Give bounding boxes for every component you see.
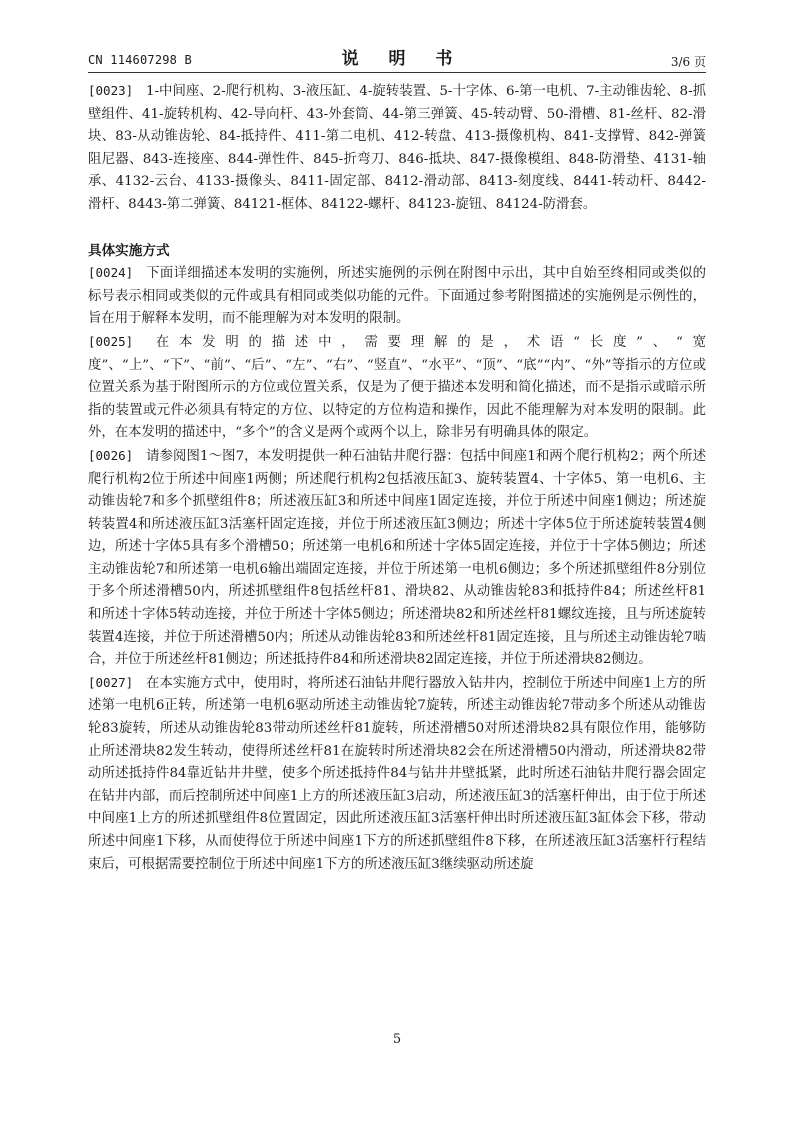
paragraph-0027 [88,672,706,876]
paragraph-text: 请参阅图1～图7，本发明提供一种石油钻井爬行器：包括中间座1和两个爬行机构2；两个所述爬行机构2位于所述中间座1两侧；所述爬行机构2包括液压缸3、旋转装置4、十字体5、第一电机6、主动锥齿轮7和多个抓壁组件8；所述液压缸3和所述中间座1固定连接，并位于所述中间座1侧边；所述旋转装置4和所述液压缸3活塞杆固定连接，并位于所述液压缸3侧边；所述十字体5位于所述旋转装置4侧边，所述十字体5具有多个滑槽50；所述第一电机6和所述十字体5固定连接，并位于十字体5侧边；所述主动锥齿轮7和所述第一电机6输出端固定连接，并位于所述第一电机6侧边；多个所述抓壁组件8分别位于多个所述滑槽50内，所述抓壁组件8包括丝杆81、滑块82、从动锥齿轮83和抵持件84；所述丝杆81和所述十字体5转动连接，并位于所述十字体5侧边；所述滑块82和所述丝杆81螺纹连接，且与所述旋转装置4连接，并位于所述滑槽50内；所述从动锥齿轮83和所述丝杆81固定连接，且与所述主动锥齿轮7啮合，并位于所述丝杆81侧边；所述抵持件84和所述滑块82固定连接，并位于所述滑块82侧边。 [88,448,706,668]
paragraph-0023 [88,80,706,217]
paragraph-number: [0024] [88,265,134,281]
publication-number: CN 114607298 B [88,53,192,67]
paragraph-text: 在本实施方式中，使用时，将所述石油钻井爬行器放入钻井内，控制位于所述中间座1上方的所述第一电机6正转，所述第一电机6驱动所述主动锥齿轮7旋转，所述主动锥齿轮7带动多个所述从动锥齿轮83旋转，所述从动锥齿轮83带动所述丝杆81旋转，所述滑槽50对所述滑块82具有限位作用，能够防止所述滑块82发生转动，使得所述丝杆81在旋转时所述滑块82会在所述滑槽50内滑动，所述滑块82带动所述抵持件84靠近钻井井壁，使多个所述抵持件84与钻井井壁抵紧，此时所述石油钻井爬行器会固定在钻井内部，而后控制所述中间座1上方的所述液压缸3启动，所述液压缸3的活塞杆伸出，由于位于所述中间座1上方的所述抓壁组件8位置固定，因此所述液压缸3活塞杆伸出时所述液压缸3缸体会下移，带动所述中间座1下移，从而使得位于所述中间座1下方的所述抓壁组件8下移，在所述液压缸3活塞杆行程结束后，可根据需要控制位于所述中间座1下方的所述液压缸3继续驱动所述旋 [88,675,706,872]
page-indicator: 3/6 页 [670,55,706,69]
section-heading: 具体实施方式 [88,242,170,259]
paragraph-number: [0025] [88,333,134,349]
paragraph-0024 [88,262,706,331]
page-number: 5 [392,1032,402,1047]
paragraph-0025 [88,331,706,445]
document-body [88,80,706,876]
paragraph-text: 1-中间座、2-爬行机构、3-液压缸、4-旋转装置、5-十字体、6-第一电机、7-主动锥齿轮、8-抓壁组件、41-旋转机构、42-导向杆、43-外套筒、44-第三弹簧、45-转动臂、50-滑槽、81-丝杆、82-滑块、83-从动锥齿轮、84-抵持件、411-第二电机、412-转盘、413-摄像机构、841-支撑臂、842-弹簧阻尼器、843-连接座、844-弹性件、845-折弯刀、846-抵块、847-摄像模组、848-防滑垫、4131-轴承、4132-云台、4133-摄像头、8411-固定部、8412-滑动部、8413-刻度线、8441-转动杆、8442-滑杆、8443-第二弹簧、84121-框体、84122-螺杆、84123-旋钮、84124-防滑套。 [88,84,706,212]
paragraph-text: 下面详细描述本发明的实施例，所述实施例的示例在附图中示出，其中自始至终相同或类似的标号表示相同或类似的元件或具有相同或类似功能的元件。下面通过参考附图描述的实施例是示例性的，旨在用于解释本发明，而不能理解为对本发明的限制。 [88,266,706,327]
paragraph-0026 [88,445,706,672]
paragraph-number: [0026] [88,447,134,463]
page-header [88,44,706,74]
document-title: 说 明 书 [341,49,465,69]
paragraph-text: 在本发明的描述中，需要理解的是，术语“长度”、“宽度”、“上”、“下”、“前”、“后”、“左”、“右”、“竖直”、“水平”、“顶”、“底”“内”、“外”等指示的方位或位置关系为基于附图所示的方位或位置关系，仅是为了便于描述本发明和简化描述，而不是指示或暗示所指的装置或元件必须具有特定的方位、以特定的方位构造和操作，因此不能理解为对本发明的限制。此外，在本发明的描述中，“多个”的含义是两个或两个以上，除非另有明确具体的限定。 [88,334,706,441]
paragraph-number: [0027] [88,674,134,690]
paragraph-number: [0023] [88,83,134,98]
header-divider [88,72,706,73]
